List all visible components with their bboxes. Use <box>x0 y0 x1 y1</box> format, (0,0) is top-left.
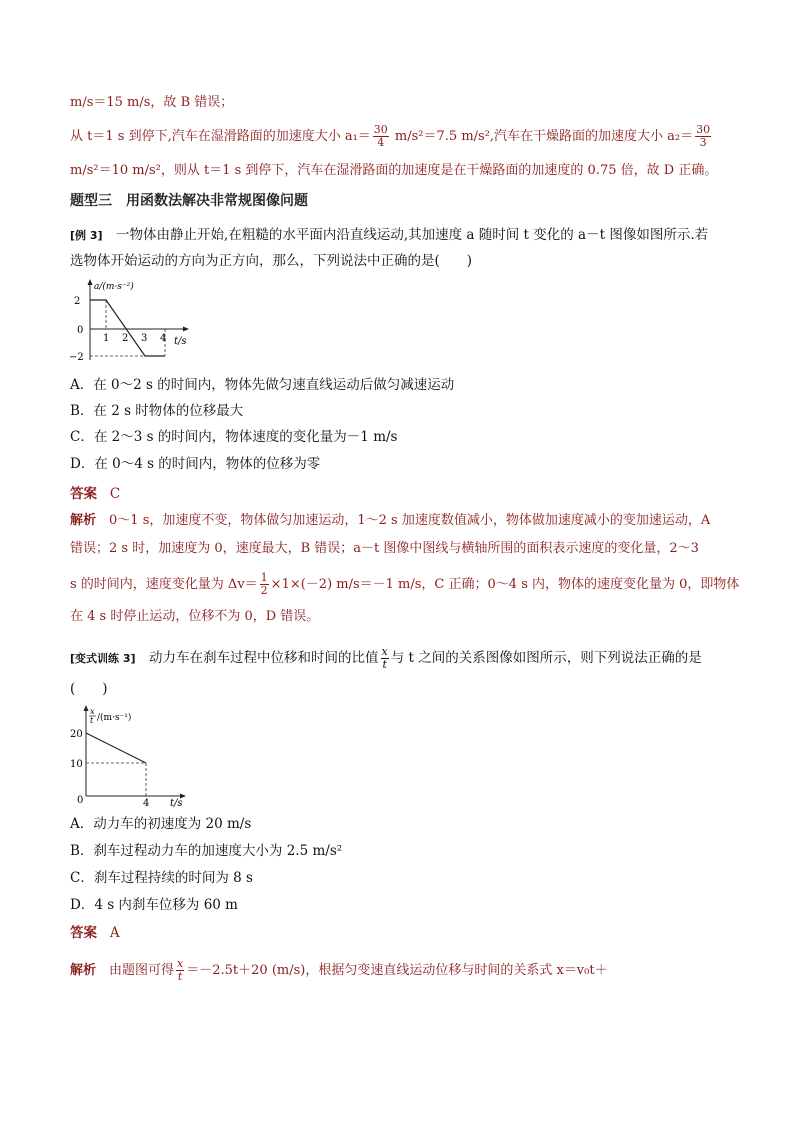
y-tick-label: 2 <box>74 296 81 307</box>
variant3-option-b: B．刹车过程动力车的加速度大小为 2.5 m/s² <box>70 843 343 859</box>
y-axis-label: a/(m·s⁻²) <box>94 282 134 292</box>
x-axis-label: t/s <box>174 336 187 347</box>
answer-label: 答案 <box>70 486 97 502</box>
fraction-denominator: 2 <box>260 584 268 597</box>
fraction-numerator: x <box>177 957 184 970</box>
variant3-stem-line-2: ( ) <box>70 681 108 697</box>
fraction-denominator: t <box>177 970 183 983</box>
example3-option-d: D．在 0～4 s 的时间内，物体的位移为零 <box>70 456 321 472</box>
text-span: 从 t＝1 s 到停下,汽车在湿滑路面的加速度大小 a₁＝ <box>70 129 371 144</box>
text-span: 动力车在刹车过程中位移和时间的比值 <box>135 650 379 666</box>
y-axis-label-denominator: t <box>90 716 94 725</box>
analysis-label: 解析 <box>70 513 97 528</box>
fraction-1-2 <box>260 572 269 597</box>
fraction-numerator: 1 <box>260 571 268 584</box>
a-t-line <box>90 300 165 356</box>
x-axis-label: t/s <box>170 798 183 809</box>
variant3-stem-line-1 <box>70 646 702 671</box>
fraction-denominator: 4 <box>377 136 385 149</box>
fraction-numerator: 30 <box>696 123 711 136</box>
x-axis-arrow <box>183 327 189 332</box>
fraction-denominator: t <box>382 658 387 671</box>
text-span: 0～1 s，加速度不变，物体做匀加速运动，1～2 s 加速度数值减小，物体做加速度减小的变加速运动，A <box>96 513 711 528</box>
example3-option-c: C．在 2～3 s 的时间内，物体速度的变化量为－1 m/s <box>70 429 398 445</box>
example3-stem-line-2: 选物体开始运动的方向为正方向，那么，下列说法中正确的是( ) <box>70 253 473 269</box>
text-span: ＝－2.5t＋20 (m/s)，根据匀变速直线运动位移与时间的关系式 x＝v₀t＋ <box>186 963 608 978</box>
answer-value: A <box>109 925 120 941</box>
fraction-30-3 <box>695 124 711 149</box>
y-axis-arrow <box>84 705 89 711</box>
variant3-option-a: A．动力车的初速度为 20 m/s <box>70 816 252 832</box>
variant3-option-c: C．刹车过程持续的时间为 8 s <box>70 870 253 886</box>
example3-analysis-line-4: 在 4 s 时停止运动，位移不为 0，D 错误。 <box>70 609 320 624</box>
example3-option-a: A．在 0～2 s 的时间内，物体先做匀速直线运动后做匀减速运动 <box>70 377 455 393</box>
prev-analysis-line-1: m/s＝15 m/s，故 B 错误； <box>70 95 234 110</box>
answer-label: 答案 <box>70 925 97 941</box>
x-tick-label: 3 <box>141 333 148 344</box>
answer-value: C <box>109 486 121 502</box>
fraction-numerator: 30 <box>373 123 388 136</box>
text-span: ×1×(－2) m/s＝－1 m/s，C 正确；0～4 s 内，物体的速度变化量为 0，即物体 <box>270 577 740 592</box>
y-tick-label: 0 <box>77 325 84 336</box>
y-tick-label: 0 <box>77 795 84 806</box>
example3-option-b: B．在 2 s 时物体的位移最大 <box>70 403 244 419</box>
fraction-x-over-t <box>381 646 389 671</box>
example3-analysis-line-2: 错误；2 s 时，加速度为 0，速度最大，B 错误；a－t 图像中图线与横轴所围的面积表示速度的变化量，2～3 <box>70 541 699 556</box>
example3-answer <box>70 485 120 503</box>
example3-analysis-line-3 <box>70 572 739 597</box>
y-tick-label: −2 <box>69 352 84 363</box>
analysis-label: 解析 <box>70 963 97 978</box>
y-tick-label: 20 <box>70 729 83 740</box>
section-title: 题型三 用函数法解决非常规图像问题 <box>70 193 308 209</box>
example-tag: [例 3] <box>70 229 103 242</box>
xt-t-line <box>86 733 146 763</box>
fraction-30-4 <box>373 124 389 149</box>
variant-tag: [变式训练 3] <box>70 652 136 665</box>
y-axis-label-numerator: x <box>90 707 95 716</box>
text-span: m/s²＝7.5 m/s²,汽车在干燥路面的加速度大小 a₂＝ <box>390 129 694 144</box>
fraction-x-over-t <box>176 958 184 983</box>
prev-analysis-line-3: m/s²＝10 m/s²，则从 t＝1 s 到停下，汽车在湿滑路面的加速度是在干燥路面的加速度的 0.75 倍，故 D 正确。 <box>70 163 718 178</box>
a-t-graph <box>68 276 198 366</box>
text-span: 由题图可得 <box>96 963 175 978</box>
x-tick-label: 4 <box>143 798 150 809</box>
fraction-numerator: x <box>381 645 388 658</box>
example3-stem-line-1 <box>70 226 708 245</box>
fraction-denominator: 3 <box>699 136 707 149</box>
x-tick-label: 4 <box>160 333 167 344</box>
y-tick-label: 10 <box>70 759 83 770</box>
example3-analysis-line-1 <box>70 512 710 530</box>
variant3-option-d: D．4 s 内刹车位移为 60 m <box>70 897 238 913</box>
y-axis-label-unit: /(m·s⁻¹) <box>97 713 132 723</box>
x-tick-label: 1 <box>103 333 110 344</box>
y-axis-arrow <box>88 279 93 285</box>
prev-analysis-line-2 <box>70 124 713 149</box>
variant3-analysis-line-1 <box>70 958 608 983</box>
xt-t-graph <box>68 702 198 810</box>
variant3-answer <box>70 924 120 942</box>
text-span: s 的时间内，速度变化量为 Δv＝ <box>70 577 258 592</box>
text-span: 与 t 之间的关系图像如图所示，则下列说法正确的是 <box>390 650 702 666</box>
text-span: 一物体由静止开始,在粗糙的水平面内沿直线运动,其加速度 a 随时间 t 变化的 a－t 图像如图所示.若 <box>102 227 709 243</box>
x-tick-label: 2 <box>122 333 129 344</box>
